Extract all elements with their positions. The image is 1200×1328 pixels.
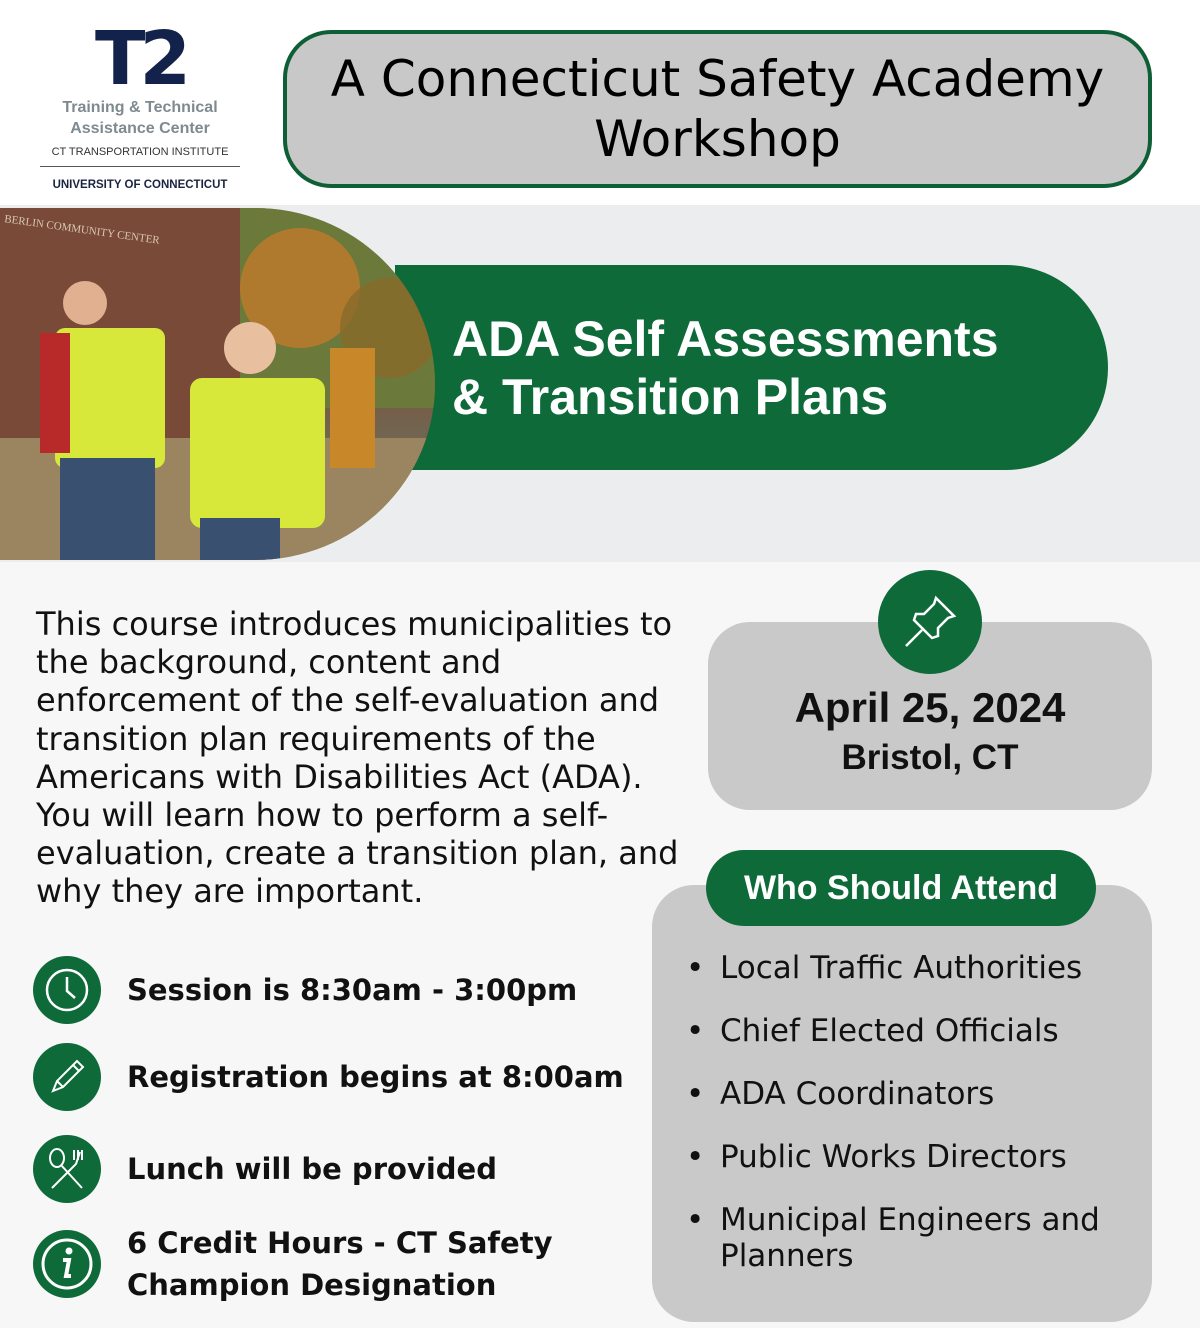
logo-line: Assistance Center — [70, 120, 210, 137]
course-title-line: & Transition Plans — [452, 368, 889, 425]
feature-text: Session is 8:30am - 3:00pm — [127, 973, 578, 1007]
logo-institute: CT TRANSPORTATION INSTITUTE — [40, 146, 240, 167]
list-item: • Local Traffic Authorities — [690, 950, 1140, 986]
hero-photo — [0, 208, 435, 560]
list-item: • ADA Coordinators — [690, 1076, 1140, 1112]
attendees-heading: Who Should Attend — [706, 850, 1096, 926]
list-item: • Chief Elected Officials — [690, 1013, 1140, 1049]
feature-session — [33, 956, 577, 1024]
list-item: • Public Works Directors — [690, 1139, 1140, 1175]
feature-text: Registration begins at 8:00am — [127, 1060, 624, 1094]
feature-text: Lunch will be provided — [127, 1152, 497, 1186]
title-line: A Connecticut Safety Academy — [330, 50, 1105, 108]
feature-credits — [33, 1222, 587, 1306]
course-description: This course introduces municipalities to the background, content and enforcement of the self-evaluation and transition plan requirements of the Americans with Disabilities Act (ADA). You will learn how to perform a self-evaluation, create a transition plan, and why they are important. — [36, 605, 679, 911]
page-title — [283, 30, 1152, 188]
utensils-icon — [33, 1135, 101, 1203]
info-icon — [33, 1230, 101, 1298]
feature-text: 6 Credit Hours - CT Safety Champion Designation — [127, 1226, 553, 1302]
clock-icon — [33, 956, 101, 1024]
title-line: Workshop — [594, 110, 841, 168]
t2-logo — [40, 16, 240, 191]
logo-line: Training & Technical — [62, 99, 218, 116]
logo-university: UNIVERSITY OF CONNECTICUT — [52, 179, 228, 191]
event-date: April 25, 2024 — [794, 684, 1066, 731]
pencil-icon — [33, 1043, 101, 1111]
event-location: Bristol, CT — [841, 738, 1019, 777]
list-item: • Municipal Engineers and Planners — [690, 1202, 1140, 1274]
logo-mark: T2 — [95, 16, 185, 102]
attendees-list — [690, 950, 1140, 1301]
pushpin-icon — [878, 570, 982, 674]
building-sign: BERLIN COMMUNITY CENTER — [3, 213, 161, 247]
photo-illustration — [0, 208, 435, 560]
feature-lunch — [33, 1135, 497, 1203]
feature-registration — [33, 1043, 624, 1111]
course-title-line: ADA Self Assessments — [452, 310, 999, 367]
course-title — [395, 265, 1108, 470]
